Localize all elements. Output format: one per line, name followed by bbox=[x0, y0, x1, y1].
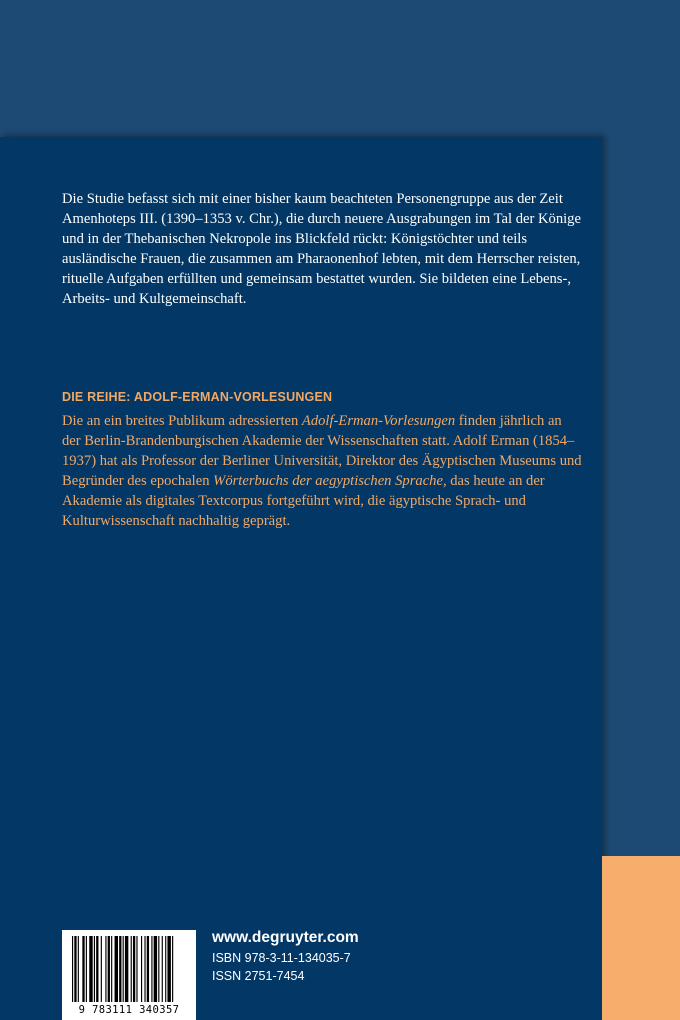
dictionary-title-italic: Wörterbuchs der aegyptischen Sprache bbox=[213, 473, 443, 489]
barcode-bar bbox=[144, 936, 145, 1002]
barcode-bar bbox=[141, 936, 142, 1002]
isbn-barcode bbox=[62, 930, 196, 1020]
barcode-bar bbox=[115, 936, 118, 1002]
barcode-bar bbox=[119, 936, 121, 1002]
barcode-digits: 9 783111 340357 bbox=[78, 1004, 180, 1016]
barcode-bar bbox=[96, 936, 98, 1002]
publisher-url: www.degruyter.com bbox=[212, 929, 359, 946]
barcode-bars bbox=[62, 930, 196, 1006]
series-heading: DIE REIHE: ADOLF-ERMAN-VORLESUNGEN bbox=[62, 390, 333, 404]
issn-number: ISSN 2751-7454 bbox=[212, 969, 305, 983]
barcode-bar bbox=[147, 936, 149, 1002]
series-title-italic: Adolf-Erman-Vorlesungen bbox=[301, 413, 456, 429]
barcode-bar bbox=[158, 936, 159, 1002]
barcode-bar bbox=[131, 936, 132, 1002]
barcode-bar bbox=[108, 936, 110, 1002]
series-text-part3: , das heute an der Akademie als digitales Textcorpus fortgeführt wird, die ägyptische Sprach- und Kulturwissenschaft nachhaltig geprägt. bbox=[62, 473, 545, 529]
barcode-bar bbox=[82, 936, 84, 1002]
series-text-part2: finden jährlich an der Berlin-Brandenburgischen Akademie der Wissenschaften statt. Adolf Erman (1854–1937) hat als Professor der Berliner Universität, Direktor des Ägyptischen Museums und Begründer des epochalen bbox=[62, 413, 582, 489]
barcode-bar bbox=[74, 936, 76, 1002]
series-description bbox=[62, 411, 582, 531]
isbn-number: ISBN 978-3-11-134035-7 bbox=[212, 951, 351, 965]
barcode-bar bbox=[72, 936, 73, 1002]
barcode-bar bbox=[172, 936, 173, 1002]
series-text-part1: Die an ein breites Publikum adressierten bbox=[62, 413, 302, 429]
barcode-bar bbox=[133, 936, 135, 1002]
barcode-bar bbox=[167, 936, 170, 1002]
barcode-bar bbox=[111, 936, 112, 1002]
barcode-bar bbox=[136, 936, 137, 1002]
barcode-bar bbox=[151, 936, 152, 1002]
barcode-bar bbox=[123, 936, 124, 1002]
orange-accent-block bbox=[602, 856, 680, 1020]
barcode-bar bbox=[78, 936, 79, 1002]
barcode-bar bbox=[105, 936, 106, 1002]
barcode-bar bbox=[89, 936, 92, 1002]
barcode-bar bbox=[94, 936, 95, 1002]
barcode-bar bbox=[101, 936, 102, 1002]
barcode-bar bbox=[86, 936, 87, 1002]
barcode-bar bbox=[125, 936, 128, 1002]
barcode-bar bbox=[154, 936, 157, 1002]
barcode-bar bbox=[165, 936, 166, 1002]
book-blurb: Die Studie befasst sich mit einer bisher kaum beachteten Personengruppe aus der Zeit Amenhoteps III. (1390–1353 v. Chr.), die durch neuere Ausgrabungen im Tal der Könige und in der Thebanischen Nekropole ins Blickfeld rückt: Königstöchter und teils ausländische Frauen, die zusammen am Pharaonenhof lebten, mit dem Herrscher reisten, rituelle Aufgaben erfüllten und gemeinsam bestattet wurden. Sie bildeten eine Lebens-, Arbeits- und Kultgemeinschaft. bbox=[62, 191, 581, 307]
barcode-bar bbox=[162, 936, 163, 1002]
